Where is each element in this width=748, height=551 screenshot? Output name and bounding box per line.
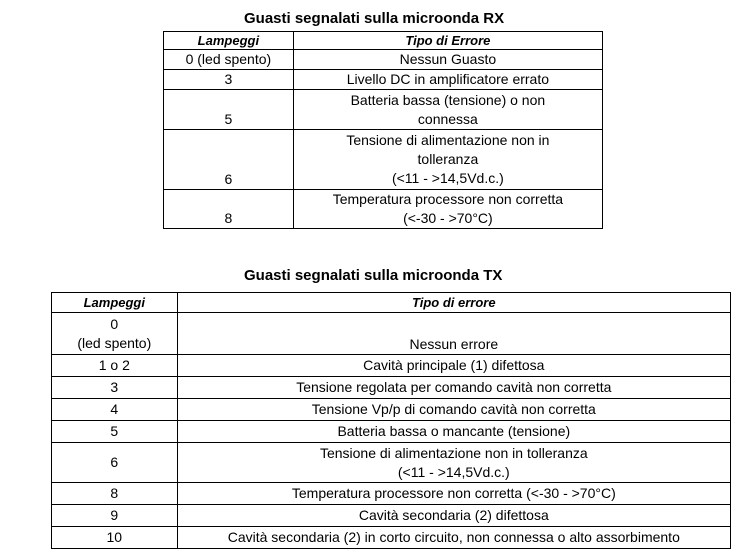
rx-desc-cell [293, 190, 602, 229]
tx-code-cell [52, 377, 178, 399]
table-row [164, 90, 603, 130]
rx-desc-line: connessa [417, 110, 478, 127]
table-row [52, 313, 731, 355]
table-row [52, 421, 731, 443]
tx-code-line: 5 [110, 423, 119, 439]
tx-code-cell [52, 483, 178, 505]
tx-desc-cell [177, 355, 730, 377]
tx-desc-line: Cavità principale (1) difettosa [363, 357, 545, 373]
table-row [52, 483, 731, 505]
rx-desc-cell [293, 130, 602, 190]
rx-header-tipo-errore: Tipo di Errore [293, 32, 602, 50]
table-row [52, 399, 731, 421]
tx-desc-cell [177, 505, 730, 527]
table-row [164, 50, 603, 70]
tx-desc-line: Nessun errore [409, 336, 499, 352]
tx-header-row [52, 293, 731, 313]
tx-code-line: 10 [106, 529, 123, 545]
tx-code-line: 0 [110, 315, 119, 332]
tx-desc-line: Cavità secondaria (2) difettosa [358, 507, 549, 523]
tx-code-line: 6 [110, 454, 119, 470]
rx-code-cell: 3 [164, 70, 294, 90]
tx-desc-cell [177, 443, 730, 483]
rx-desc-cell [293, 50, 602, 70]
tx-header-lampeggi: Lampeggi [52, 293, 178, 313]
rx-desc-line: Livello DC in amplificatore errato [346, 71, 550, 87]
table-row [164, 130, 603, 190]
tx-code-line: 1 o 2 [98, 357, 130, 373]
tx-desc-line: Tensione regolata per comando cavità non corretta [296, 379, 612, 395]
table-row [164, 190, 603, 229]
table-row [52, 527, 731, 549]
tx-table-title: Guasti segnalati sulla microonda TX [244, 267, 503, 284]
tx-desc-cell [177, 399, 730, 421]
tx-code-line: 3 [110, 379, 119, 395]
table-row [52, 377, 731, 399]
tx-desc-cell [177, 377, 730, 399]
rx-desc-line: (<11 - >14,5Vd.c.) [391, 170, 504, 186]
tx-code-line: (led spento) [77, 334, 152, 351]
rx-header-row [164, 32, 603, 50]
tx-desc-line: Batteria bassa o mancante (tensione) [337, 423, 571, 439]
tx-code-cell [52, 527, 178, 549]
tx-code-cell [52, 421, 178, 443]
tx-code-cell [52, 355, 178, 377]
table-row [52, 505, 731, 527]
tx-desc-cell [177, 483, 730, 505]
rx-desc-line: Temperatura processore non corretta [332, 191, 564, 207]
rx-desc-line: Tensione di alimentazione non in [346, 132, 550, 148]
rx-error-table [163, 31, 603, 229]
tx-code-cell [52, 443, 178, 483]
tx-error-table [51, 292, 731, 549]
tx-code-cell [52, 399, 178, 421]
rx-table-title: Guasti segnalati sulla microonda RX [244, 10, 505, 27]
rx-code-cell: 6 [164, 130, 294, 190]
tx-code-line: 4 [110, 401, 119, 417]
tx-code-cell [52, 505, 178, 527]
rx-desc-line: (<-30 - >70°C) [403, 210, 493, 226]
table-row [164, 70, 603, 90]
rx-desc-line: Nessun Guasto [399, 51, 497, 67]
rx-desc-cell [293, 70, 602, 90]
tx-code-cell [52, 313, 178, 355]
tx-code-line: 9 [110, 507, 119, 523]
tx-desc-cell [177, 421, 730, 443]
tx-desc-cell [177, 313, 730, 355]
tx-desc-cell [177, 527, 730, 549]
rx-header-lampeggi: Lampeggi [164, 32, 294, 50]
table-row [52, 443, 731, 483]
tx-code-line: 8 [110, 485, 119, 501]
tx-desc-line: Cavità secondaria (2) in corto circuito, non connessa o alto assorbimento [227, 529, 680, 545]
tx-desc-line: Tensione di alimentazione non in tolleranza [319, 444, 588, 461]
tx-desc-line: (<11 - >14,5Vd.c.) [397, 463, 510, 480]
tx-desc-line: Temperatura processore non corretta (<-30 - >70°C) [291, 485, 616, 501]
rx-desc-line: tolleranza [417, 151, 479, 167]
table-row [52, 355, 731, 377]
rx-code-cell: 8 [164, 190, 294, 229]
rx-code-cell: 5 [164, 90, 294, 130]
tx-header-tipo-errore: Tipo di errore [177, 293, 730, 313]
rx-desc-cell [293, 90, 602, 130]
rx-code-cell: 0 (led spento) [164, 50, 294, 70]
tx-desc-line: Tensione Vp/p di comando cavità non corretta [311, 401, 596, 417]
rx-desc-line: Batteria bassa (tensione) o non [350, 91, 546, 108]
